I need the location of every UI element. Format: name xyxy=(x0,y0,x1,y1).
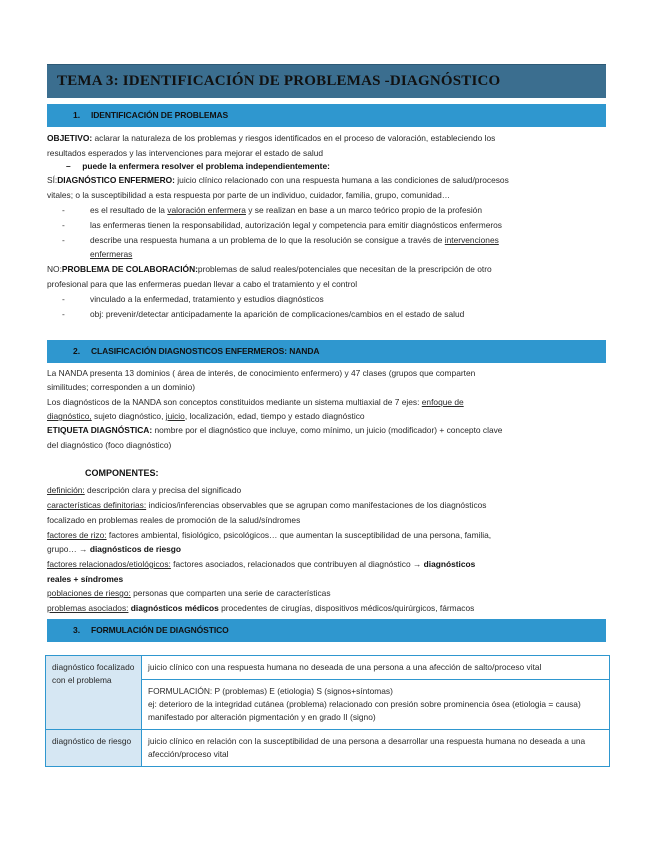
formulation-line: FORMULACIÓN: P (problemas) E (etiologia) S (signos+síntomas) xyxy=(148,686,393,696)
table-cell-head: diagnóstico focalizado con el problema xyxy=(46,656,142,730)
objetivo-line: OBJETIVO: aclarar la naturaleza de los problemas y riesgos identificados en el proceso de valoración, estableciendo los xyxy=(47,133,496,143)
component-item-cont: focalizado en problemas reales de promoción de la salud/síndromes xyxy=(47,515,301,525)
section-header-1 xyxy=(47,104,606,127)
component-item: factores relacionados/etiológicos: factores asociados, relacionados que contribuyen al diagnóstico → diagnósticos xyxy=(47,559,476,569)
paragraph: diagnóstico, sujeto diagnóstico, juicio, localización, edad, tiempo y estado diagnóstico xyxy=(47,411,365,421)
page-title-bar xyxy=(47,64,606,98)
list-item: las enfermeras tienen la responsabilidad, autorización legal y competencia para emitir diagnósticos enfermeros xyxy=(90,220,502,230)
component-item: problemas asociados: diagnósticos médicos procedentes de cirugías, dispositivos médicos/quirúrgicos, fármacos xyxy=(47,603,475,613)
list-item: describe una respuesta humana a un problema de lo que la resolución se consigue a través de intervenciones xyxy=(90,235,499,245)
section-header-2 xyxy=(47,340,606,363)
etiqueta-line-2: del diagnóstico (foco diagnóstico) xyxy=(47,440,172,450)
objetivo-line-2: resultados esperados y las intervenciones para mejorar el estado de salud xyxy=(47,148,324,158)
no-line-2: profesional para que las enfermeras puedan llevar a cabo el tratamiento y el control xyxy=(47,279,358,289)
section-title: FORMULACIÓN DE DIAGNÓSTICO xyxy=(91,625,229,635)
component-item-cont: grupo… → diagnósticos de riesgo xyxy=(47,544,182,554)
etiqueta-line: ETIQUETA DIAGNÓSTICA: nombre por el diagnóstico que incluye, como mínimo, un juicio (modificador) + concepto clave xyxy=(47,425,503,435)
bullet-dash: - xyxy=(62,294,65,304)
list-item: obj: prevenir/detectar anticipadamente la aparición de complicaciones/cambios en el estado de salud xyxy=(90,309,465,319)
section-title: IDENTIFICACIÓN DE PROBLEMAS xyxy=(91,110,229,120)
paragraph: similitudes; corresponden a un dominio) xyxy=(47,382,196,392)
list-item-cont: enfermeras xyxy=(90,249,133,259)
table-cell: juicio clínico con una respuesta humana no deseada de una persona a una afección de salto/proceso vital xyxy=(142,656,610,680)
component-item: definición: descripción clara y precisa del significado xyxy=(47,485,242,495)
question-line: – puede la enfermera resolver el problema independientemente: xyxy=(66,161,330,171)
section-number: 1. xyxy=(73,110,81,120)
table-cell: juicio clínico en relación con la susceptibilidad de una persona a desarrollar una respuesta humana no deseada a una afección/proceso vital xyxy=(142,730,610,767)
component-item: poblaciones de riesgo: personas que comparten una serie de características xyxy=(47,588,331,598)
table-row xyxy=(46,730,610,767)
list-item: es el resultado de la valoración enfermera y se realizan en base a un marco teórico propio de la profesión xyxy=(90,205,483,215)
table-cell xyxy=(142,680,610,730)
bullet-dash: - xyxy=(62,309,65,319)
bullet-dash: - xyxy=(62,235,65,245)
si-line-2: vitales; o la susceptibilidad a esta respuesta por parte de un individuo, cuidador, familia, grupo, comunidad… xyxy=(47,190,451,200)
paragraph: Los diagnósticos de la NANDA son conceptos constituidos mediante un sistema multiaxial de 7 ejes: enfoque de xyxy=(47,397,464,407)
section-title: CLASIFICACIÓN DIAGNOSTICOS ENFERMEROS: NANDA xyxy=(91,346,320,356)
section-number: 3. xyxy=(73,625,81,635)
section-header-3 xyxy=(47,619,606,642)
no-line: NO:PROBLEMA DE COLABORACIÓN:problemas de salud reales/potenciales que necesitan de la prescripción de otro xyxy=(47,264,492,274)
bullet-dash: - xyxy=(62,205,65,215)
table-cell-head: diagnóstico de riesgo xyxy=(46,730,142,767)
formulation-table xyxy=(45,655,610,767)
si-line: SÍ:DIAGNÓSTICO ENFERMERO: juicio clínico relacionado con una respuesta humana a las condiciones de salud/procesos xyxy=(47,175,509,185)
component-item-cont: reales + síndromes xyxy=(47,574,124,584)
component-item: características definitorias: indicios/inferencias observables que se agrupan como manifestaciones de los diagnósticos xyxy=(47,500,487,510)
bullet-dash: - xyxy=(62,220,65,230)
components-heading: COMPONENTES: xyxy=(85,468,159,478)
section-number: 2. xyxy=(73,346,81,356)
example-line: ej: deterioro de la integridad cutánea (problema) relacionado con presión sobre prominencia ósea (etiologia = causa) manifestado por alteración pigmentación y en grado II (signo) xyxy=(148,699,581,722)
paragraph: La NANDA presenta 13 dominios ( área de interés, de conocimiento enfermero) y 47 clases (grupos que comparten xyxy=(47,368,476,378)
list-item: vinculado a la enfermedad, tratamiento y estudios diagnósticos xyxy=(90,294,324,304)
component-item: factores de rizo: factores ambiental, fisiológico, psicológicos… que aumentan la susceptibilidad de una persona, familia, xyxy=(47,530,492,540)
page-title: TEMA 3: IDENTIFICACIÓN DE PROBLEMAS -DIAGNÓSTICO xyxy=(57,73,501,89)
table-row xyxy=(46,656,610,680)
